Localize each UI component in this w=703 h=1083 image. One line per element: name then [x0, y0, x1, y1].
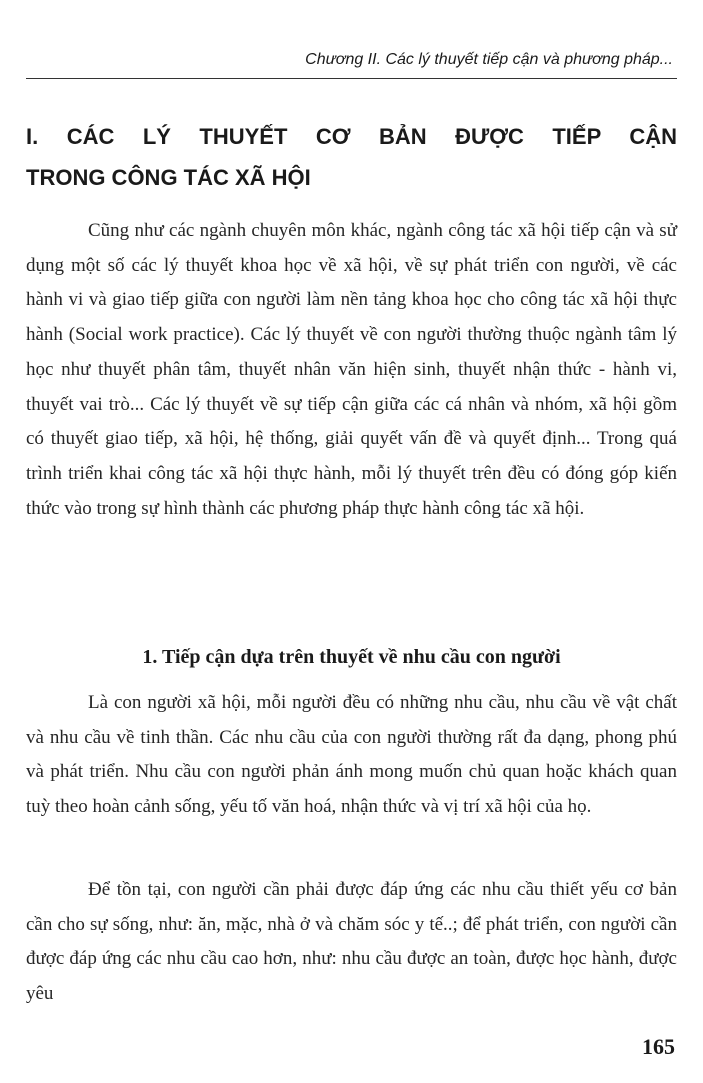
paragraph-needs: [26, 686, 677, 825]
section-title: [26, 126, 677, 189]
header-rule: [26, 78, 677, 79]
paragraph-survival: [26, 873, 677, 1012]
paragraph-intro-text: Cũng như các ngành chuyên môn khác, ngành công tác xã hội tiếp cận và sử dụng một số các lý thuyết khoa học về xã hội, về sự phát triển con người, về các hành vi và giao tiếp giữa con người làm nền tảng khoa học cho công tác xã hội thực hành (Social work practice). Các lý thuyết về con người thường thuộc ngành tâm lý học như thuyết phân tâm, thuyết nhân văn hiện sinh, thuyết nhận thức - hành vi, thuyết vai trò... Các lý thuyết về sự tiếp cận giữa các cá nhân và nhóm, xã hội gồm có thuyết giao tiếp, xã hội, hệ thống, giải quyết vấn đề và quyết định... Trong quá trình triển khai công tác xã hội thực hành, mỗi lý thuyết trên đều có đóng góp kiến thức vào trong sự hình thành các phương pháp thực hành công tác xã hội.: [26, 220, 677, 519]
subsection-heading: 1. Tiếp cận dựa trên thuyết về nhu cầu con người: [142, 646, 561, 668]
running-header: Chương II. Các lý thuyết tiếp cận và phương pháp...: [305, 51, 673, 68]
page-number: 165: [642, 1034, 675, 1059]
section-title-line-2: TRONG CÔNG TÁC XÃ HỘI: [26, 165, 311, 190]
paragraph-intro: [26, 214, 677, 526]
paragraph-needs-text: Là con người xã hội, mỗi người đều có những nhu cầu, nhu cầu về vật chất và nhu cầu về tinh thần. Các nhu cầu của con người thường rất đa dạng, phong phú và phát triển. Nhu cầu con người phản ánh mong muốn chủ quan hoặc khách quan tuỳ theo hoàn cảnh sống, yếu tố văn hoá, nhận thức và vị trí xã hội của họ.: [26, 692, 677, 818]
section-title-line-1: I. CÁC LÝ THUYẾT CƠ BẢN ĐƯỢC TIẾP CẬN: [26, 124, 677, 149]
paragraph-survival-text: Để tồn tại, con người cần phải được đáp ứng các nhu cầu thiết yếu cơ bản cần cho sự sống, như: ăn, mặc, nhà ở và chăm sóc y tế..; để phát triển, con người cần được đáp ứng các nhu cầu cao hơn, như: nhu cầu được an toàn, được học hành, được yêu: [26, 879, 677, 1005]
